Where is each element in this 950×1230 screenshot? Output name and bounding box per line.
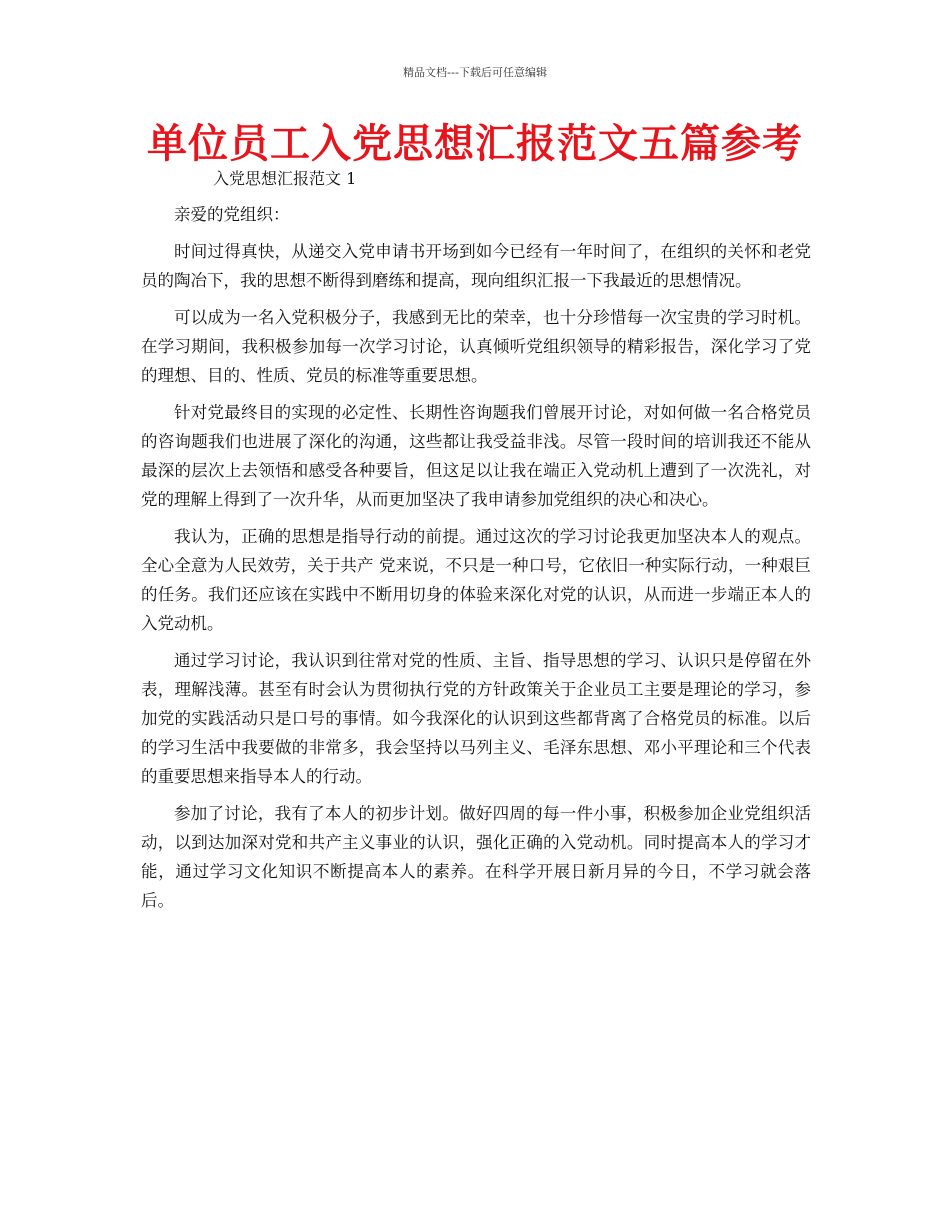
paragraph: 参加了讨论，我有了本人的初步计划。做好四周的每一件小事，积极参加企业党组织活动，以到达加深对党和共产主义事业的认识，强化正确的入党动机。同时提高本人的学习才能，通过学习文化知识不断提高本人的素养。在科学开展日新月异的今日，不学习就会落后。 bbox=[141, 804, 811, 910]
document-title: 单位员工入党思想汇报范文五篇参考 bbox=[147, 121, 803, 167]
salutation: 亲爱的党组织： bbox=[174, 205, 290, 224]
paragraph: 通过学习讨论，我认识到往常对党的性质、主旨、指导思想的学习、认识只是停留在外表，理解浅薄。甚至有时会认为贯彻执行党的方针政策关于企业员工主要是理论的学习，参加党的实践活动只是口号的事情。如今我深化的认识到这些都背离了合格党员的标准。以后的学习生活中我要做的非常多，我会坚持以马列主义、毛泽东思想、邓小平理论和三个代表的重要思想来指导本人的行动。 bbox=[141, 651, 811, 786]
document-body bbox=[141, 166, 811, 923]
paragraph: 可以成为一名入党积极分子，我感到无比的荣幸，也十分珍惜每一次宝贵的学习时机。在学习期间，我积极参加每一次学习讨论，认真倾听党组织领导的精彩报告，深化学习了党的理想、目的、性质、党员的标准等重要思想。 bbox=[141, 308, 811, 385]
document-subtitle: 入党思想汇报范文 1 bbox=[213, 169, 357, 188]
paragraph: 针对党最终目的实现的必定性、长期性咨询题我们曾展开讨论，对如何做一名合格党员的咨询题我们也进展了深化的沟通，这些都让我受益非浅。尽管一段时间的培训我还不能从最深的层次上去领悟和感受各种要旨，但这足以让我在端正入党动机上遭到了一次洗礼，对党的理解上得到了一次升华，从而更加坚决了我申请参加党组织的决心和决心。 bbox=[141, 403, 811, 509]
paragraph: 我认为，正确的思想是指导行动的前提。通过这次的学习讨论我更加坚决本人的观点。全心全意为人民效劳，关于共产 党来说，不只是一种口号，它依旧一种实际行动，一种艰巨的任务。我们还应该在实践中不断用切身的体验来深化对党的认识，从而进一步端正本人的入党动机。 bbox=[141, 527, 811, 633]
paragraph: 时间过得真快，从递交入党申请书开场到如今已经有一年时间了，在组织的关怀和老党员的陶冶下，我的思想不断得到磨练和提高，现向组织汇报一下我最近的思想情况。 bbox=[141, 242, 811, 290]
header-note: 精品文档---下载后可任意编辑 bbox=[403, 66, 547, 79]
